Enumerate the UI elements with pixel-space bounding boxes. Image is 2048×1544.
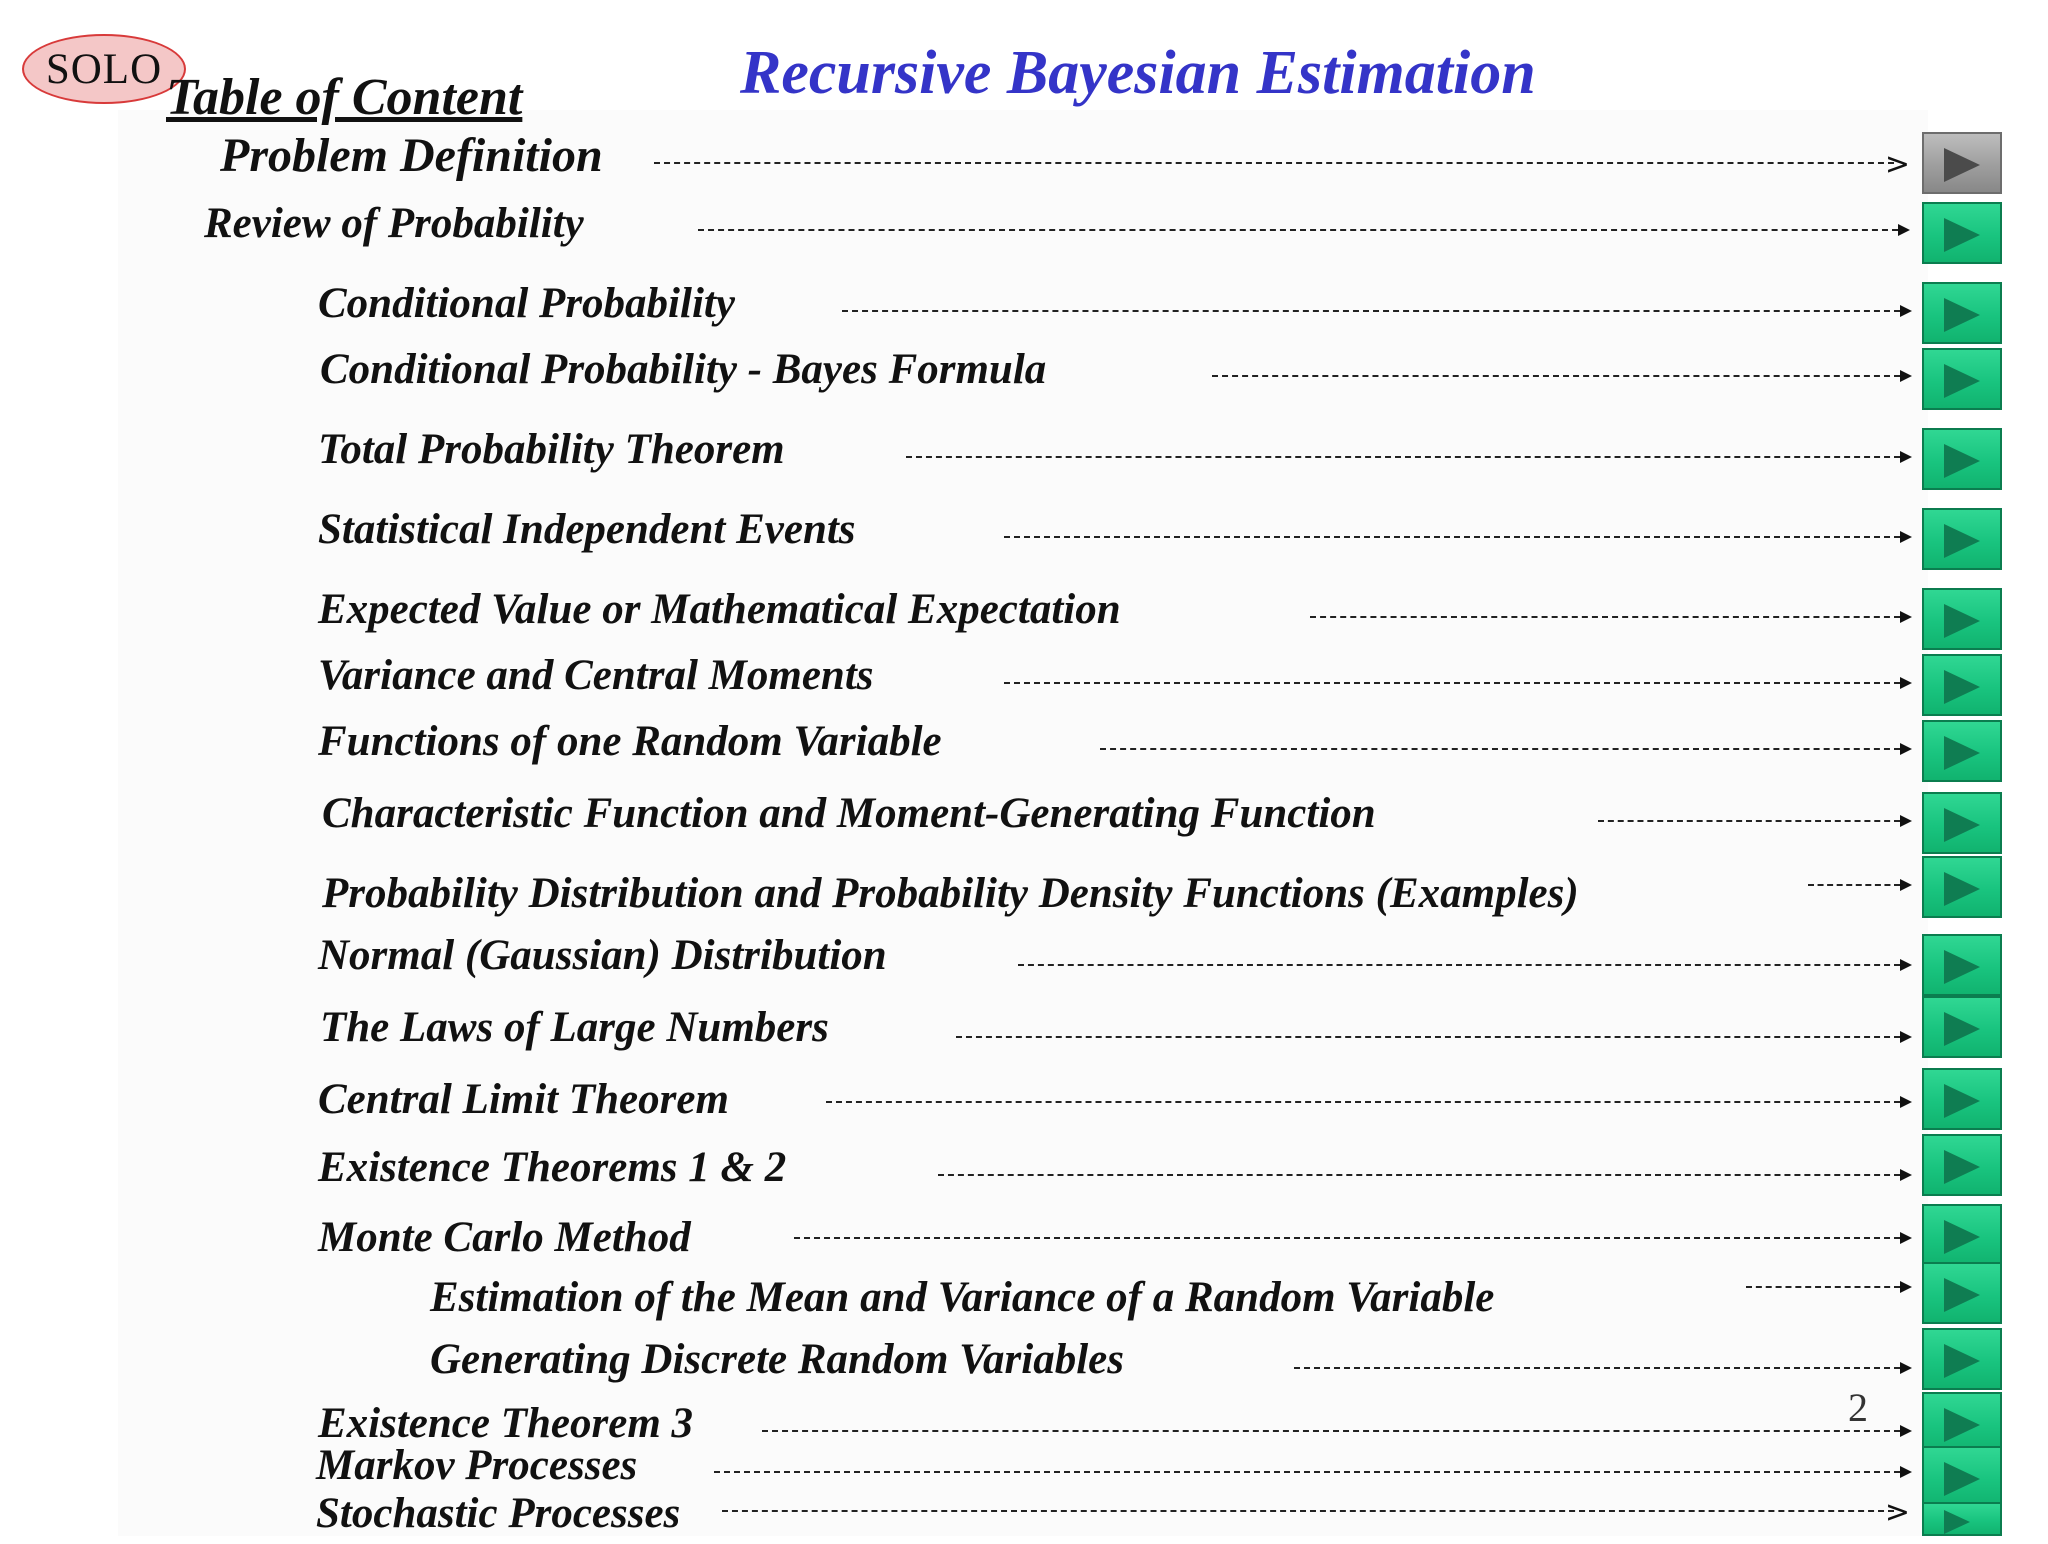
toc-row-review-of-probability bbox=[0, 198, 2048, 262]
toc-item-estimation-mean-variance[interactable]: Estimation of the Mean and Variance of a Random Variable bbox=[430, 1274, 1495, 1321]
table-of-content-heading: Table of Content bbox=[166, 69, 523, 126]
toc-row-generating-discrete-random-variables bbox=[0, 1334, 2048, 1398]
arrow-head-icon bbox=[1900, 370, 1912, 382]
nav-button-laws-large-numbers[interactable] bbox=[1922, 996, 2002, 1058]
slide-title: Recursive Bayesian Estimation bbox=[740, 39, 1536, 107]
toc-row-estimation-mean-variance bbox=[0, 1272, 2048, 1336]
nav-button-normal-distribution[interactable] bbox=[1922, 934, 2002, 996]
dashed-arrow-variance-central-moments bbox=[1004, 682, 1900, 684]
arrow-head-icon bbox=[1900, 1281, 1912, 1293]
toc-item-variance-central-moments[interactable]: Variance and Central Moments bbox=[318, 652, 874, 699]
nav-button-statistical-independent-events[interactable] bbox=[1922, 508, 2002, 570]
play-triangle-icon bbox=[1944, 1278, 1980, 1312]
nav-button-expected-value[interactable] bbox=[1922, 588, 2002, 650]
arrow-head-icon bbox=[1898, 224, 1910, 236]
play-triangle-icon bbox=[1944, 148, 1980, 182]
dashed-arrow-problem-definition bbox=[654, 147, 1910, 182]
open-arrow-icon: > bbox=[1884, 147, 1910, 182]
toc-row-normal-distribution bbox=[0, 930, 2048, 994]
arrow-head-icon bbox=[1900, 1466, 1912, 1478]
dashed-arrow-probability-distribution bbox=[1808, 884, 1900, 886]
nav-button-functions-random-variable[interactable] bbox=[1922, 720, 2002, 782]
dashed-arrow-conditional-probability bbox=[842, 310, 1900, 312]
toc-item-normal-distribution[interactable]: Normal (Gaussian) Distribution bbox=[318, 932, 887, 979]
toc-item-probability-distribution[interactable]: Probability Distribution and Probability Density Functions (Examples) bbox=[322, 870, 1579, 917]
dashed-arrow-stochastic-processes bbox=[722, 1495, 1910, 1530]
toc-item-total-probability-theorem[interactable]: Total Probability Theorem bbox=[318, 426, 785, 473]
play-triangle-icon bbox=[1944, 736, 1980, 770]
arrow-head-icon bbox=[1900, 815, 1912, 827]
toc-item-expected-value[interactable]: Expected Value or Mathematical Expectation bbox=[318, 586, 1121, 633]
arrow-head-icon bbox=[1900, 959, 1912, 971]
dashed-arrow-functions-random-variable bbox=[1100, 748, 1900, 750]
toc-row-functions-random-variable bbox=[0, 716, 2048, 780]
arrow-head-icon bbox=[1900, 1169, 1912, 1181]
toc-row-monte-carlo-method bbox=[0, 1212, 2048, 1276]
toc-item-monte-carlo-method[interactable]: Monte Carlo Method bbox=[318, 1214, 691, 1261]
toc-row-stochastic-processes bbox=[0, 1480, 2048, 1544]
play-triangle-icon bbox=[1944, 1510, 1970, 1534]
toc-row-statistical-independent-events bbox=[0, 504, 2048, 568]
nav-button-review-of-probability[interactable] bbox=[1922, 202, 2002, 264]
dashed-arrow-review-of-probability bbox=[698, 229, 1898, 231]
toc-item-stochastic-processes[interactable]: Stochastic Processes bbox=[316, 1490, 681, 1537]
toc-row-existence-theorems-1-2 bbox=[0, 1142, 2048, 1206]
play-triangle-icon bbox=[1944, 1150, 1980, 1184]
dashed-arrow-markov-processes bbox=[714, 1471, 1900, 1473]
arrow-head-icon bbox=[1900, 879, 1912, 891]
toc-item-existence-theorem-3[interactable]: Existence Theorem 3 bbox=[318, 1400, 694, 1447]
toc-item-statistical-independent-events[interactable]: Statistical Independent Events bbox=[318, 506, 856, 553]
dashed-arrow-total-probability-theorem bbox=[906, 456, 1900, 458]
toc-item-bayes-formula[interactable]: Conditional Probability - Bayes Formula bbox=[320, 346, 1047, 393]
dashed-arrow-generating-discrete-random-variables bbox=[1294, 1367, 1900, 1369]
arrow-head-icon bbox=[1900, 1362, 1912, 1374]
toc-item-generating-discrete-random-variables[interactable]: Generating Discrete Random Variables bbox=[430, 1336, 1125, 1383]
nav-button-central-limit-theorem[interactable] bbox=[1922, 1068, 2002, 1130]
toc-row-conditional-probability bbox=[0, 278, 2048, 342]
play-triangle-icon bbox=[1944, 524, 1980, 558]
nav-button-characteristic-function[interactable] bbox=[1922, 792, 2002, 854]
arrow-head-icon bbox=[1900, 305, 1912, 317]
toc-row-central-limit-theorem bbox=[0, 1074, 2048, 1138]
solo-badge bbox=[22, 34, 186, 104]
toc-row-probability-distribution bbox=[0, 860, 2048, 924]
nav-button-conditional-probability[interactable] bbox=[1922, 282, 2002, 344]
play-triangle-icon bbox=[1944, 670, 1980, 704]
toc-item-conditional-probability[interactable]: Conditional Probability bbox=[318, 280, 735, 327]
nav-button-monte-carlo-method[interactable] bbox=[1922, 1204, 2002, 1266]
nav-button-problem-definition[interactable] bbox=[1922, 132, 2002, 194]
arrow-head-icon bbox=[1900, 1031, 1912, 1043]
toc-row-problem-definition bbox=[0, 128, 2048, 192]
nav-button-generating-discrete-random-variables[interactable] bbox=[1922, 1328, 2002, 1390]
dashed-arrow-existence-theorem-3 bbox=[762, 1430, 1900, 1432]
arrow-head-icon bbox=[1900, 743, 1912, 755]
dashed-arrow-normal-distribution bbox=[1018, 964, 1900, 966]
dashed-arrow-existence-theorems-1-2 bbox=[938, 1174, 1900, 1176]
nav-button-probability-distribution[interactable] bbox=[1922, 856, 2002, 918]
play-triangle-icon bbox=[1944, 444, 1980, 478]
toc-item-existence-theorems-1-2[interactable]: Existence Theorems 1 & 2 bbox=[318, 1144, 787, 1191]
toc-row-laws-large-numbers bbox=[0, 1002, 2048, 1066]
toc-item-laws-large-numbers[interactable]: The Laws of Large Numbers bbox=[320, 1004, 829, 1051]
arrow-head-icon bbox=[1900, 531, 1912, 543]
dashed-arrow-monte-carlo-method bbox=[794, 1237, 1900, 1239]
play-triangle-icon bbox=[1944, 1344, 1980, 1378]
arrow-head-icon bbox=[1900, 451, 1912, 463]
toc-item-review-of-probability[interactable]: Review of Probability bbox=[204, 200, 584, 247]
solo-badge-text: SOLO bbox=[45, 45, 163, 93]
nav-button-estimation-mean-variance[interactable] bbox=[1922, 1262, 2002, 1324]
play-triangle-icon bbox=[1944, 808, 1980, 842]
play-triangle-icon bbox=[1944, 1084, 1980, 1118]
arrow-head-icon bbox=[1900, 611, 1912, 623]
toc-item-central-limit-theorem[interactable]: Central Limit Theorem bbox=[318, 1076, 729, 1123]
play-triangle-icon bbox=[1944, 1012, 1980, 1046]
toc-item-problem-definition[interactable]: Problem Definition bbox=[220, 129, 603, 182]
play-triangle-icon bbox=[1944, 604, 1980, 638]
dashed-arrow-central-limit-theorem bbox=[826, 1101, 1900, 1103]
arrow-head-icon bbox=[1900, 1232, 1912, 1244]
arrow-head-icon bbox=[1900, 1096, 1912, 1108]
play-triangle-icon bbox=[1944, 1220, 1980, 1254]
play-triangle-icon bbox=[1944, 950, 1980, 984]
page-number: 2 bbox=[1848, 1385, 1868, 1430]
dashed-arrow-laws-large-numbers bbox=[956, 1036, 1900, 1038]
nav-button-total-probability-theorem[interactable] bbox=[1922, 428, 2002, 490]
play-triangle-icon bbox=[1944, 364, 1980, 398]
play-triangle-icon bbox=[1944, 298, 1980, 332]
nav-button-bayes-formula[interactable] bbox=[1922, 348, 2002, 410]
dashed-arrow-expected-value bbox=[1310, 616, 1900, 618]
toc-row-bayes-formula bbox=[0, 344, 2048, 408]
open-arrow-icon: > bbox=[1884, 1495, 1910, 1530]
arrow-head-icon bbox=[1900, 677, 1912, 689]
nav-button-variance-central-moments[interactable] bbox=[1922, 654, 2002, 716]
toc-row-total-probability-theorem bbox=[0, 424, 2048, 488]
toc-row-expected-value bbox=[0, 584, 2048, 648]
dashed-arrow-bayes-formula bbox=[1212, 375, 1900, 377]
dashed-arrow-statistical-independent-events bbox=[1004, 536, 1900, 538]
nav-button-stochastic-processes[interactable] bbox=[1922, 1502, 2002, 1536]
toc-row-variance-central-moments bbox=[0, 650, 2048, 714]
toc-row-characteristic-function bbox=[0, 788, 2048, 852]
play-triangle-icon bbox=[1944, 218, 1980, 252]
play-triangle-icon bbox=[1944, 872, 1980, 906]
dashed-arrow-characteristic-function bbox=[1598, 820, 1900, 822]
toc-item-functions-random-variable[interactable]: Functions of one Random Variable bbox=[318, 718, 942, 765]
toc-item-markov-processes[interactable]: Markov Processes bbox=[316, 1442, 638, 1489]
nav-button-existence-theorems-1-2[interactable] bbox=[1922, 1134, 2002, 1196]
toc-item-characteristic-function[interactable]: Characteristic Function and Moment-Generating Function bbox=[322, 790, 1376, 837]
dashed-arrow-estimation-mean-variance bbox=[1746, 1286, 1900, 1288]
